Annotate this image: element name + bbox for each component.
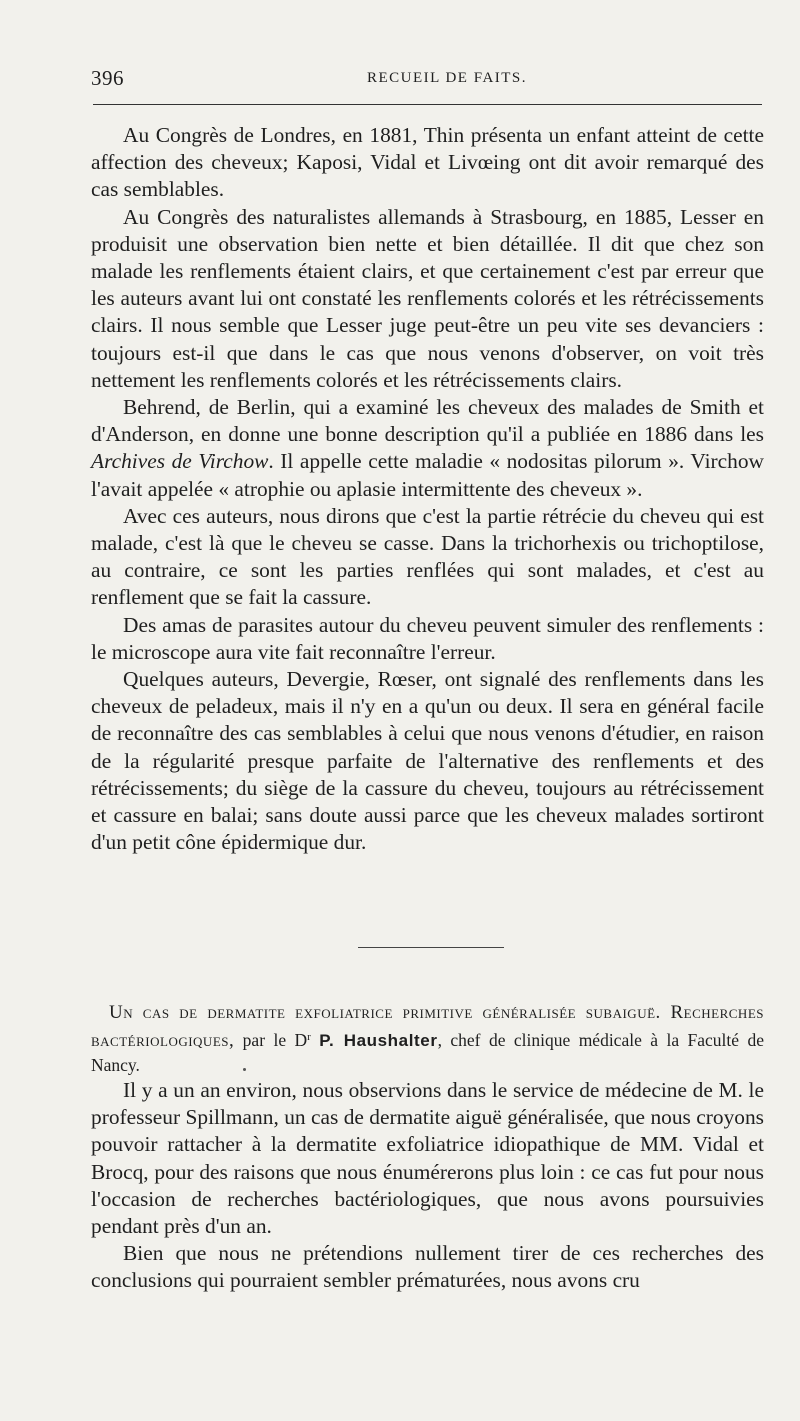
running-title: RECUEIL DE FAITS. (366, 70, 528, 86)
paragraph-case-intro: Il y a un an environ, nous observions dans le service de médecine de M. le professeur Spillmann, un cas de dermatite aiguë généralisée, que nous croyons pouvoir rattacher à la dermatite exfoliatrice idiopathique de MM. Vidal et Brocq, pour des raisons que nous énumérerons plus loin : ce cas fut pour nous l'occasion de recherches bactériologiques, que nous avons poursuivies pendant près d'un an. (91, 1078, 764, 1239)
article-text (91, 1077, 764, 1295)
article-byline: par le D (234, 1030, 308, 1050)
article-author: P. Haushalter (319, 1031, 438, 1050)
paragraph-behrend (91, 394, 764, 503)
article-title: Un cas de dermatite exfoliatrice primitive généralisée subaiguë. Recherches bactériologiques, (91, 1002, 764, 1051)
section-divider (358, 947, 504, 948)
behrend-text-end: . Il appelle cette maladie « nodositas pilorum ». Virchow l'avait appelée « atrophie ou aplasie intermittente des cheveux ». (91, 449, 764, 501)
behrend-text-start: Behrend, de Berlin, qui a examiné les cheveux des malades de Smith et d'Anderson, en donne une bonne description qu'il a publiée en 1886 dans les (91, 395, 764, 447)
paragraph-conclusions: Bien que nous ne prétendions nullement tirer de ces recherches des conclusions qui pourraient sembler prématurées, nous avons cru (91, 1241, 764, 1293)
print-speck (243, 1068, 246, 1071)
paragraph-peladeux: Quelques auteurs, Devergie, Rœser, ont signalé des renflements dans les cheveux de peladeux, mais il n'y en a qu'un ou deux. Il sera en général facile de reconnaître des cas semblables à celui que nous venons d'étudier, en raison de la régularité presque parfaite de l'alternative des renflements et des rétrécissements; du siège de la cassure du cheveu, toujours au rétrécissement et cassure en balai; sans doute aussi parce que les cheveux malades sortiront d'un petit cône épidermique dur. (91, 667, 764, 855)
paragraph-london-congress: Au Congrès de Londres, en 1881, Thin présenta un enfant atteint de cette affection des cheveux; Kaposi, Vidal et Livœing ont dit avoir remarqué des cas semblables. (91, 123, 764, 202)
paragraph-authors-conclusion: Avec ces auteurs, nous dirons que c'est la partie rétrécie du cheveu qui est malade, c'est là que le cheveu se casse. Dans la trichorhexis ou trichoptilose, au contraire, ce sont les parties renflées qui sont malades, et c'est au renflement que se fait la cassure. (91, 503, 764, 610)
archives-virchow-title: Archives de Virchow (91, 449, 269, 474)
article-heading (91, 1000, 764, 1077)
paragraph-strasbourg-congress: Au Congrès des naturalistes allemands à Strasbourg, en 1885, Lesser en produisit une observation bien nette et bien détaillée. Il dit que chez son malade les renflements étaient clairs, et que certainement c'est par erreur que les auteurs avant lui ont constaté les renflements colorés et les rétrécissements clairs. Il nous semble que Lesser juge peut-être un peu vite ses devanciers : toujours est-il que dans le cas que nous venons d'observer, on voit très nettement les renflements colorés et les rétrécissements clairs. (91, 204, 764, 392)
main-text (91, 122, 764, 856)
page-number: 396 (91, 66, 124, 90)
header-rule (93, 104, 762, 105)
paragraph-parasites: Des amas de parasites autour du cheveu peuvent simuler des renflements : le microscope aura vite fait reconnaître l'erreur. (91, 612, 764, 664)
degree-superscript: r (307, 1031, 311, 1043)
article-affiliation: , chef de clinique médicale à la Faculté de Nancy. (91, 1030, 764, 1075)
page-header (91, 66, 763, 96)
